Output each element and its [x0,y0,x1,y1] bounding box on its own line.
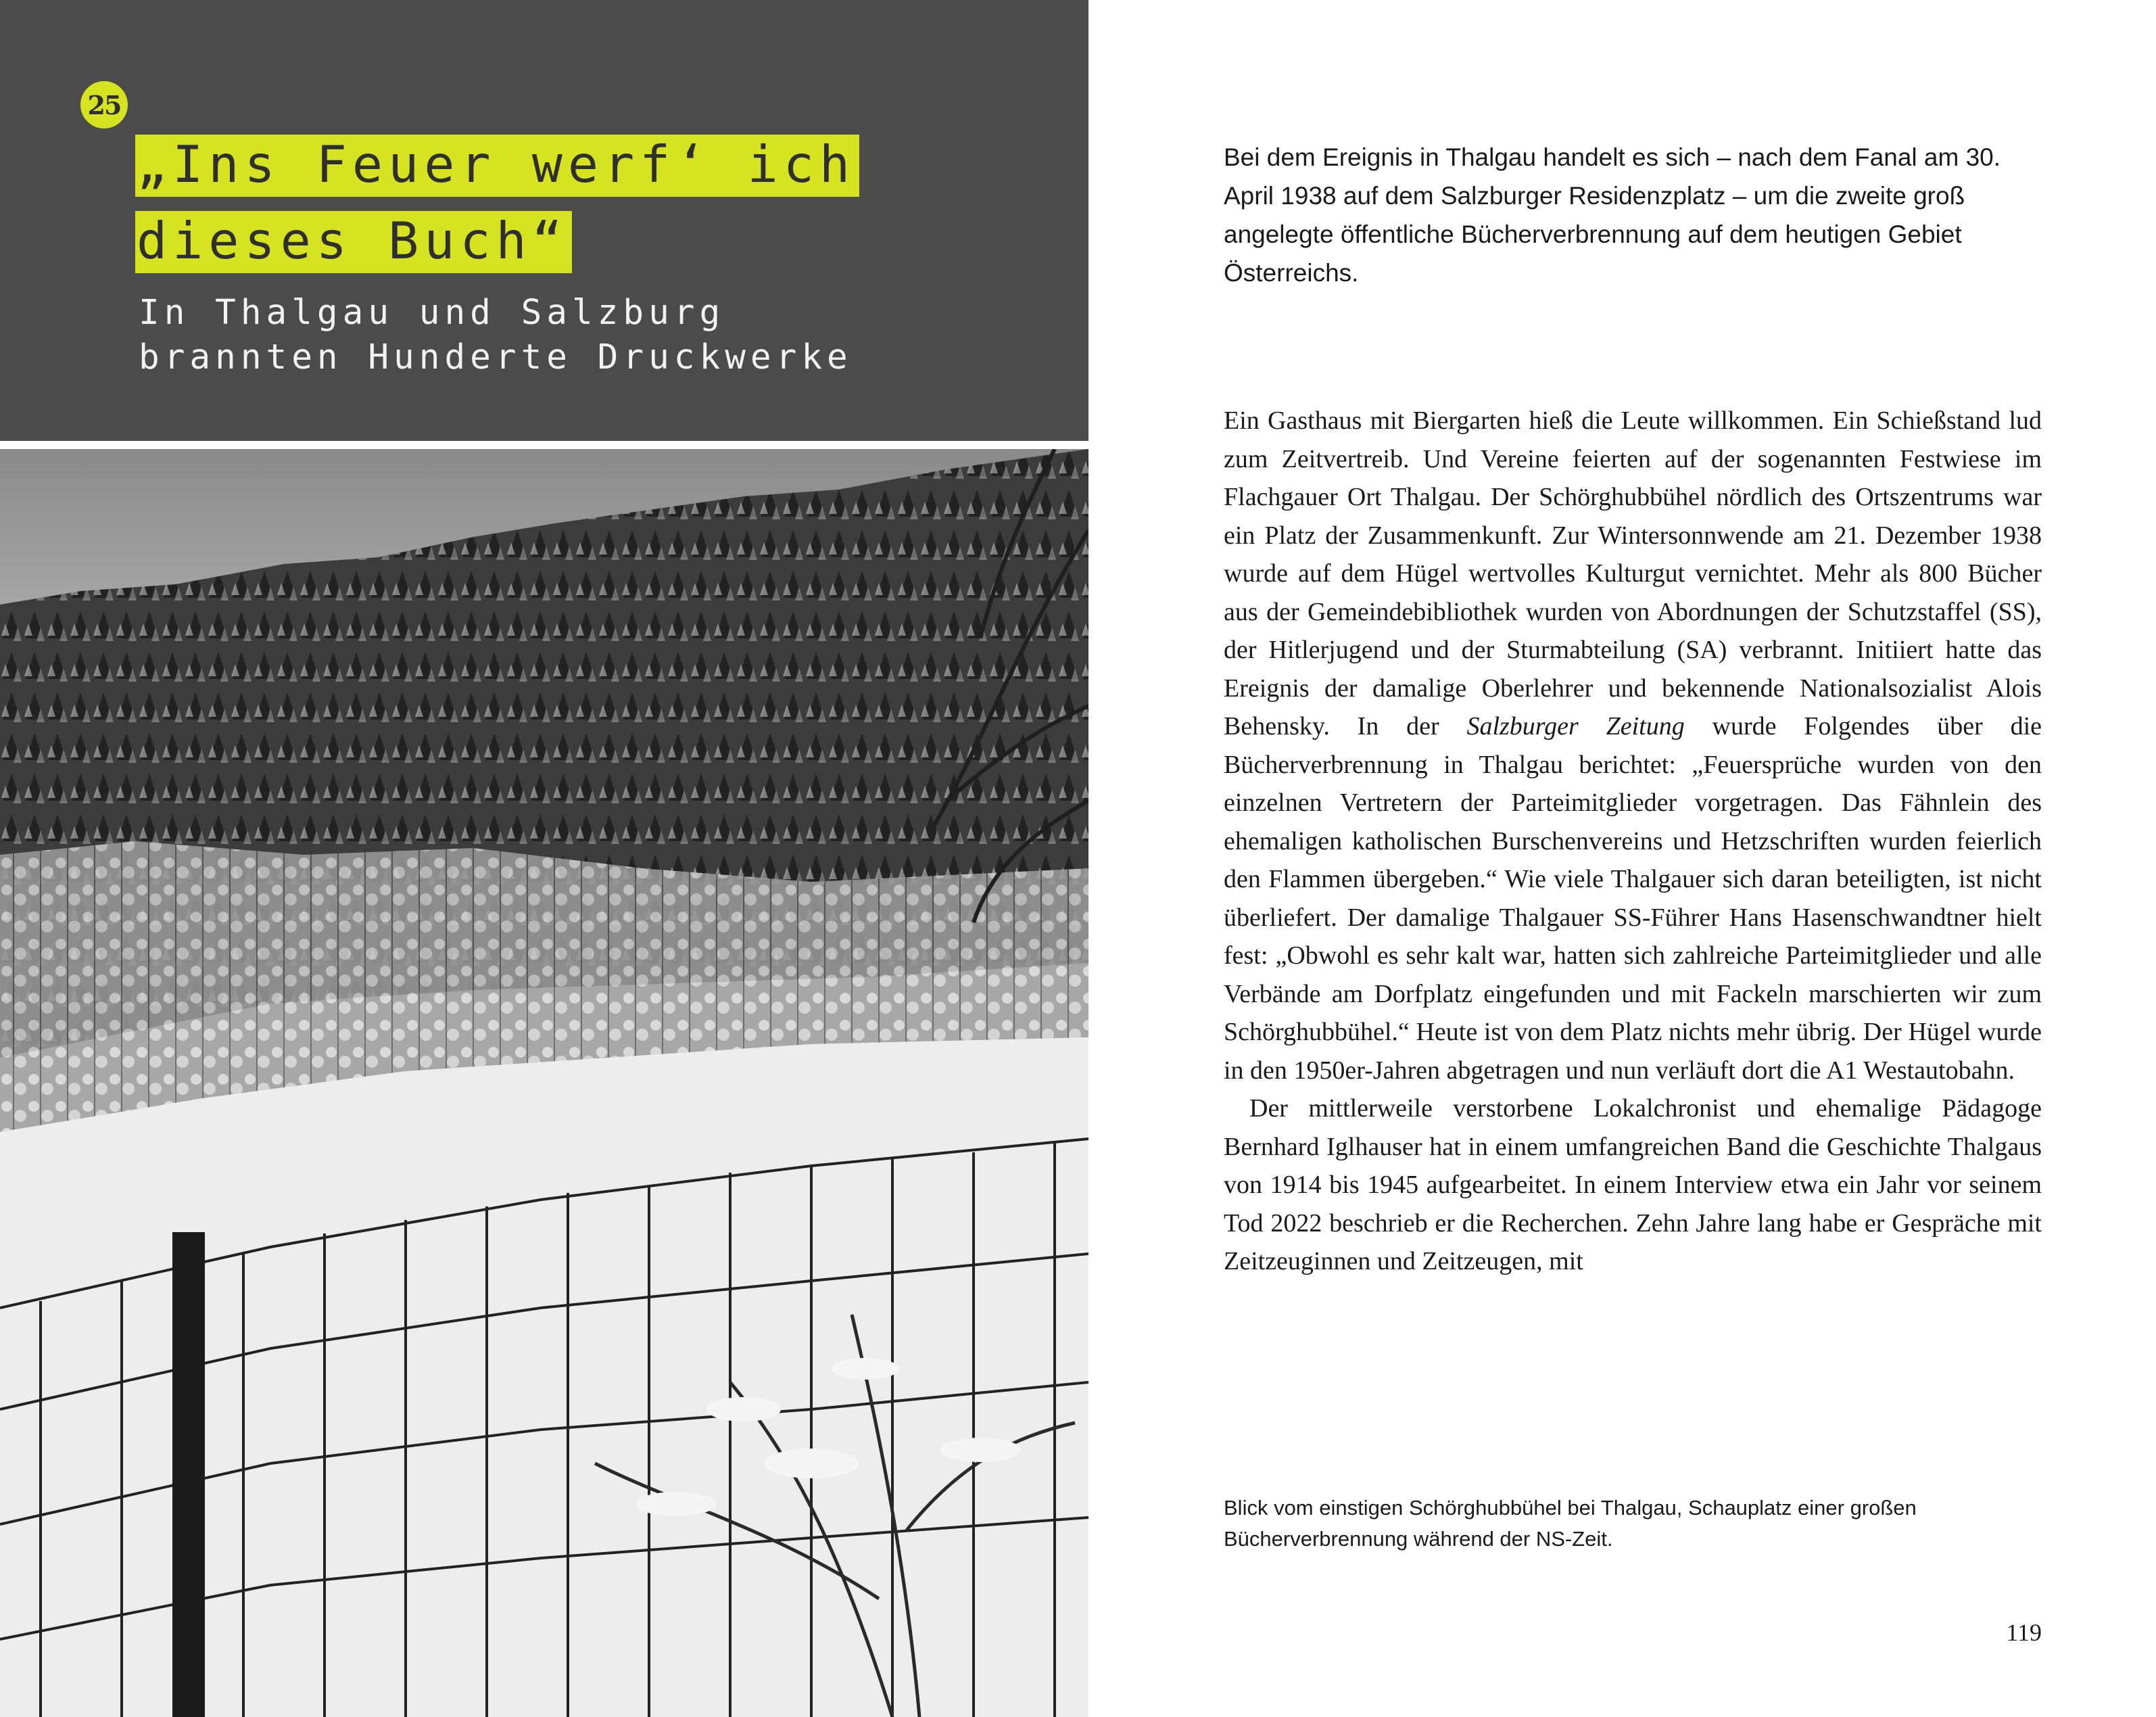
chapter-title-text-1: „Ins Feuer werf‘ ich [135,135,859,197]
chapter-subtitle-line-2: brannten Hunderte Druckwerke [139,337,853,377]
chapter-subtitle-line-1: In Thalgau und Salzburg [139,293,725,333]
chapter-header [0,0,1088,441]
page-number: 119 [2006,1619,2042,1646]
chapter-title-line-2 [135,209,572,273]
winter-landscape-photo [0,449,1088,1717]
chapter-title-text-2: dieses Buch“ [135,211,572,273]
body-paragraph-1 [1224,402,2042,1089]
intro-paragraph: Bei dem Ereignis in Thalgau handelt es sich – nach dem Fanal am 30. April 1938 auf dem Salzburger Residenzplatz – um die zweite groß angelegte öffentliche Bücherverbrennung auf dem heutigen Gebiet Österreichs. [1224,143,2001,287]
body-text [1224,402,2042,1281]
body-paragraph-2: Der mittlerweile verstorbene Lokalchronist und ehemalige Pädagoge Bernhard Iglhauser hat in einem umfangreichen Band die Geschichte Thalgaus von 1914 bis 1945 aufgearbeitet. In einem Interview etwa ein Jahr vor seinem Tod 2022 beschrieb er die Recherchen. Zehn Jahre lang habe er Gespräche mit Zeitzeuginnen und Zeitzeugen, mit [1224,1094,2042,1275]
chapter-title-line-1 [135,133,859,197]
chapter-number-badge: 25 [80,81,128,128]
newspaper-title: Salzburger Zeitung [1466,712,1685,740]
body-paragraph-1-part-a: Ein Gasthaus mit Biergarten hieß die Leute willkommen. Ein Schießstand lud zum Zeitvertreib. Und Vereine feierten auf der sogenannten Festwiese im Flachgauer Ort Thalgau. Der Schörghubbühel nördlich des Ortszentrums war ein Platz der Zusammenkunft. Zur Wintersonnwende am 21. Dezember 1938 wurde auf dem Hügel wertvolles Kulturgut vernichtet. Mehr als 800 Bücher aus der Gemeindebibliothek wurden von Abordnungen der Schutzstaffel (SS), der Hitlerjugend und der Sturmabteilung (SA) verbrannt. Initiiert hatte das Ereignis der damalige Oberlehrer und bekennende Nationalsozialist Alois Behensky. In der [1224,406,2042,740]
photo-caption: Blick vom einstigen Schörghubbühel bei Thalgau, Schauplatz einer großen Bücherverbrennung während der NS-Zeit. [1224,1496,1917,1551]
body-paragraph-1-part-b: wurde Folgendes über die Bücherverbrennung in Thalgau berichtet: „Feuersprüche wurden von den einzelnen Vertretern der Parteimitglieder vorgetragen. Das Fähnlein des ehemaligen katholischen Burschenvereins und Hetzschriften wurden feierlich den Flammen übergeben.“ Wie viele Thalgauer sich daran beteiligten, ist nicht überliefert. Der damalige Thalgauer SS-Führer Hans Hasenschwandtner hielt fest: „Obwohl es sehr kalt war, hatten sich zahlreiche Parteimitglieder und alle Verbände am Dorfplatz eingefunden und mit Fackeln marschierten wir zum Schörghubbühel.“ Heute ist von dem Platz nichts mehr übrig. Der Hügel wurde in den 1950er-Jahren abgetragen und nun verläuft dort die A1 Westautobahn. [1224,712,2042,1085]
